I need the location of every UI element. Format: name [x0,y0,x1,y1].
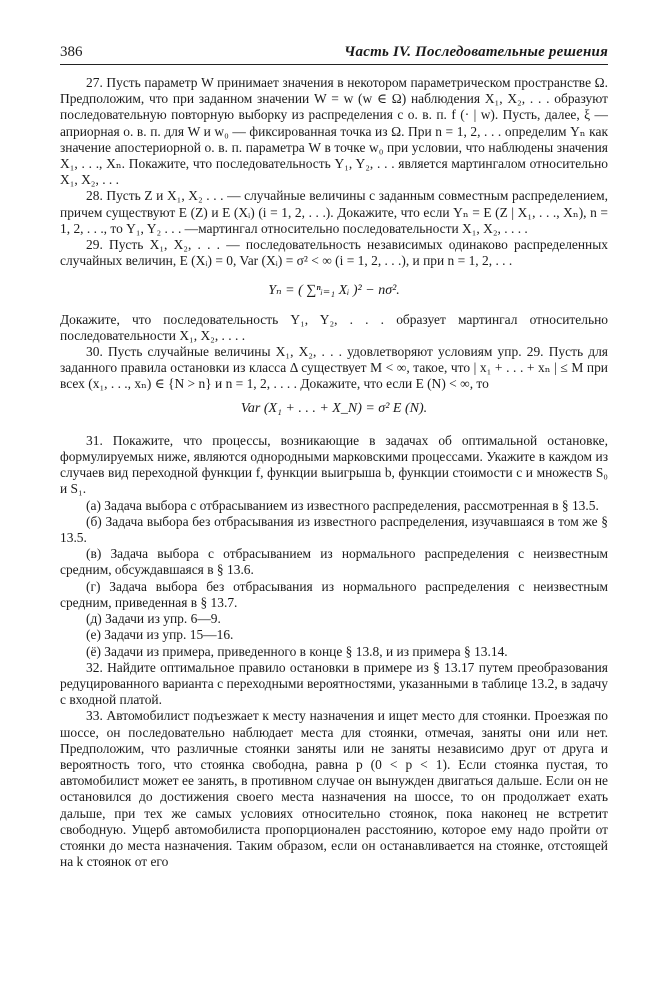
page-header [60,44,608,65]
book-page [60,44,608,870]
exercise-31-e: (д) Задачи из упр. 6—9. [86,611,221,627]
exercise-31-f: (е) Задачи из упр. 15—16. [86,627,234,643]
exercise-30: 30. Пусть случайные величины X₁, X₂, . . . удовлетворяют условиям упр. 29. Пусть для заданного правила остановки из класса Δ существует M < ∞, такое, что | x₁ + . . . + xₙ | ≤ M при всех (x₁, . . ., xₙ) ∈ {N > n} и n = 1, 2, . . . . Докажите, что если E (N) < ∞, то [60,344,608,392]
exercise-32: 32. Найдите оптимальное правило остановки в примере из § 13.17 путем преобразования редуцированного варианта с переходными вероятностями, указанными в таблице 13.2, в задачу с входной платой. [60,659,608,708]
running-title: Часть IV. Последовательные решения [344,44,608,60]
page-number: 386 [60,44,83,60]
exercise-27: 27. Пусть параметр W принимает значения в некотором параметрическом пространстве Ω. Предположим, что при заданном значении W = w (w ∈ Ω) наблюдения X₁, X₂, . . . образуют последовательную повторную выборку из распределения с о. в. п. f (· | w). Пусть, далее, ξ — априорная о. в. п. для W и w₀ — фиксированная точка из Ω. При n = 1, 2, . . . определим Yₙ как значение апостериорной о. в. п. параметра W в точке w₀ при условии, что наблюдены значения X₁, . . ., Xₙ. Покажите, что последовательность Y₁, Y₂, . . . является мартингалом относительно X₁, X₂, . . . [60,75,608,188]
exercise-31: 31. Покажите, что процессы, возникающие в задачах об оптимальной остановке, формулируемых ниже, являются однородными марковскими процессами. Укажите в каждом из случаев вид переходной функции f, функции выигрыша b, функции стоимости c и множеств S₀ и S₁. [60,432,608,497]
exercise-31-a: (а) Задача выбора с отбрасыванием из известного распределения, рассмотренная в § 13.5. [86,497,599,513]
exercise-29-conclusion: Докажите, что последовательность Y₁, Y₂, . . . образует мартингал относительно последовательности X₁, X₂, . . . . [60,311,608,343]
page-body [60,75,608,870]
exercise-31-d: (г) Задача выбора без отбрасывания из нормального распределения с неизвестным средним, приведенная в § 13.7. [60,578,608,610]
exercise-31-c: (в) Задача выбора с отбрасыванием из нормального распределения с неизвестным средним, обсуждавшаяся в § 13.6. [60,546,608,578]
exercise-31-g: (ё) Задачи из примера, приведенного в конце § 13.8, и из примера § 13.14. [86,643,508,659]
exercise-29: 29. Пусть X₁, X₂, . . . — последовательность независимых одинаково распределенных случайных величин, E (Xᵢ) = 0, Var (Xᵢ) = σ² < ∞ (i = 1, 2, . . .), и при n = 1, 2, . . . [60,237,608,269]
exercise-28: 28. Пусть Z и X₁, X₂ . . . — случайные величины с заданным совместным распределением, причем существуют E (Z) и E (Xᵢ) (i = 1, 2, . . .). Докажите, что если Yₙ = E (Z | X₁, . . ., Xₙ), n = 1, 2, . . ., то Y₁, Y₂ . . . —мартингал относительно последовательности X₁, X₂, . . . . [60,188,608,236]
exercise-33: 33. Автомобилист подъезжает к месту назначения и ищет место для стоянки. Проезжая по шоссе, он последовательно наблюдает места для стоянки, отмечая, заняты они или нет. Предположим, что различные стоянки заняты или не заняты независимо друг от друга и вероятность того, что стоянка свободна, равна p (0 < p < 1). Если стоянка пустая, то автомобилист может ее занять, в противном случае он вынужден двигаться дальше. Если он не остановился до достижения своего места назначения на шоссе, то он продолжает ехать дальше, при тех же самых условиях относительно стоянок, пока наконец не встретит свободную. Ущерб автомобилиста пропорционален расстоянию, которое ему надо пройти от стоянки до места назначения. Таким образом, если он останавливается на стоянке, отстоящей на k стоянок от его [60,708,608,870]
formula-wald-identity: Var (X₁ + . . . + X_N) = σ² E (N). [240,400,428,416]
exercise-31-b: (б) Задача выбора без отбрасывания из известного распределения, изучавшаяся в том же § 13.5. [60,513,608,546]
formula-martingale: Yₙ = ( ∑ⁿᵢ₌₁ Xᵢ )² − nσ². [268,283,400,299]
